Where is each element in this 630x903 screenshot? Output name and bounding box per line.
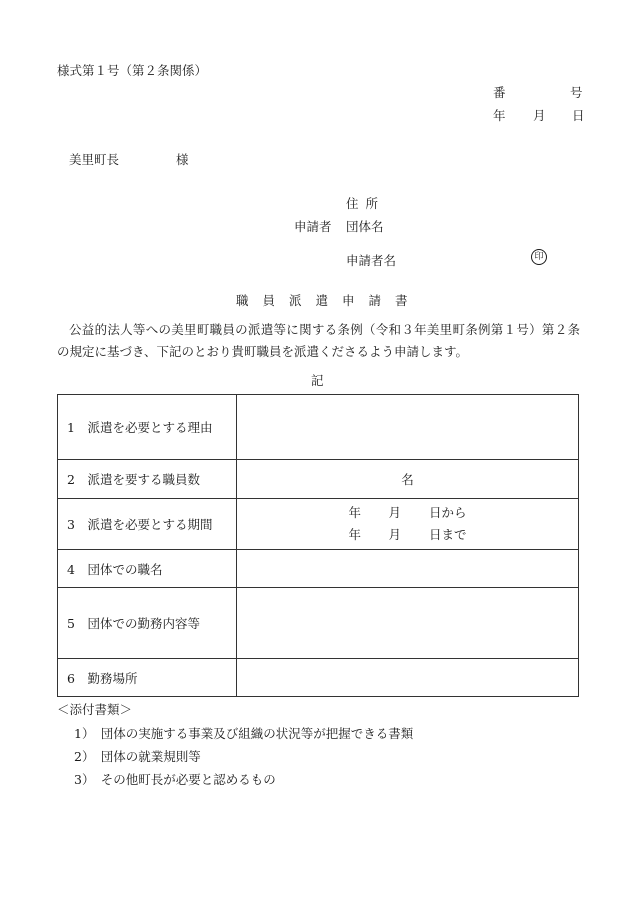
attachment-item: 2） 団体の就業規則等	[74, 749, 201, 764]
table-row-job-title	[58, 550, 579, 588]
ki-heading: 記	[311, 373, 324, 388]
date-day-label: 日	[572, 108, 585, 123]
organization-name-label: 団体名	[346, 219, 384, 234]
row-label-staff-count: 2 派遣を要する職員数	[58, 460, 237, 499]
row-label-duties: 5 団体での勤務内容等	[58, 588, 237, 659]
date-year-label: 年	[493, 108, 506, 123]
request-statement: 公益的法人等への美里町職員の派遣等に関する条例（令和３年美里町条例第１号）第２条の規定に基づき、下記のとおり貴町職員を派遣くださるよう申請します。	[57, 322, 580, 359]
row-value-period	[237, 499, 579, 550]
applicant-address-label: 住所	[346, 196, 386, 211]
date-month-label: 月	[533, 108, 546, 123]
attachments-heading: ＜添付書類＞	[57, 702, 133, 717]
period-from-suffix: 日から	[428, 505, 467, 520]
row-value-reason	[237, 395, 579, 460]
document-number-suffix: 号	[570, 85, 583, 100]
period-from-year: 年	[348, 505, 362, 520]
period-to-suffix: 日まで	[428, 527, 467, 542]
addressee-name: 美里町長	[69, 152, 120, 167]
row-label-reason: 1 派遣を必要とする理由	[58, 395, 237, 460]
table-row-workplace	[58, 659, 579, 697]
row-value-staff-count: 名	[237, 460, 579, 499]
addressee-honorific: 様	[176, 152, 189, 167]
row-value-job-title	[237, 550, 579, 588]
applicant-name-label: 申請者名	[346, 253, 397, 268]
applicant-label: 申請者	[294, 219, 332, 234]
attachment-item: 3） その他町長が必要と認めるもの	[74, 772, 276, 787]
period-to-year: 年	[348, 527, 362, 542]
row-label-job-title: 4 団体での職名	[58, 550, 237, 588]
period-from-line	[237, 502, 578, 524]
table-row-period	[58, 499, 579, 550]
period-to-month: 月	[388, 527, 402, 542]
document-number-label: 番	[493, 85, 506, 100]
table-row-duties	[58, 588, 579, 659]
period-from-month: 月	[388, 505, 402, 520]
table-row-reason	[58, 395, 579, 460]
row-value-workplace	[237, 659, 579, 697]
dispatch-details-table	[57, 394, 579, 697]
row-value-duties	[237, 588, 579, 659]
period-to-line	[237, 524, 578, 546]
table-row-staff-count	[58, 460, 579, 499]
document-title: 職員派遣申請書	[236, 293, 422, 308]
form-number-label: 様式第１号（第２条関係）	[57, 63, 208, 78]
seal-icon: 印	[531, 249, 547, 265]
row-label-workplace: 6 勤務場所	[58, 659, 237, 697]
attachment-item: 1） 団体の実施する事業及び組織の状況等が把握できる書類	[74, 726, 414, 741]
row-label-period: 3 派遣を必要とする期間	[58, 499, 237, 550]
